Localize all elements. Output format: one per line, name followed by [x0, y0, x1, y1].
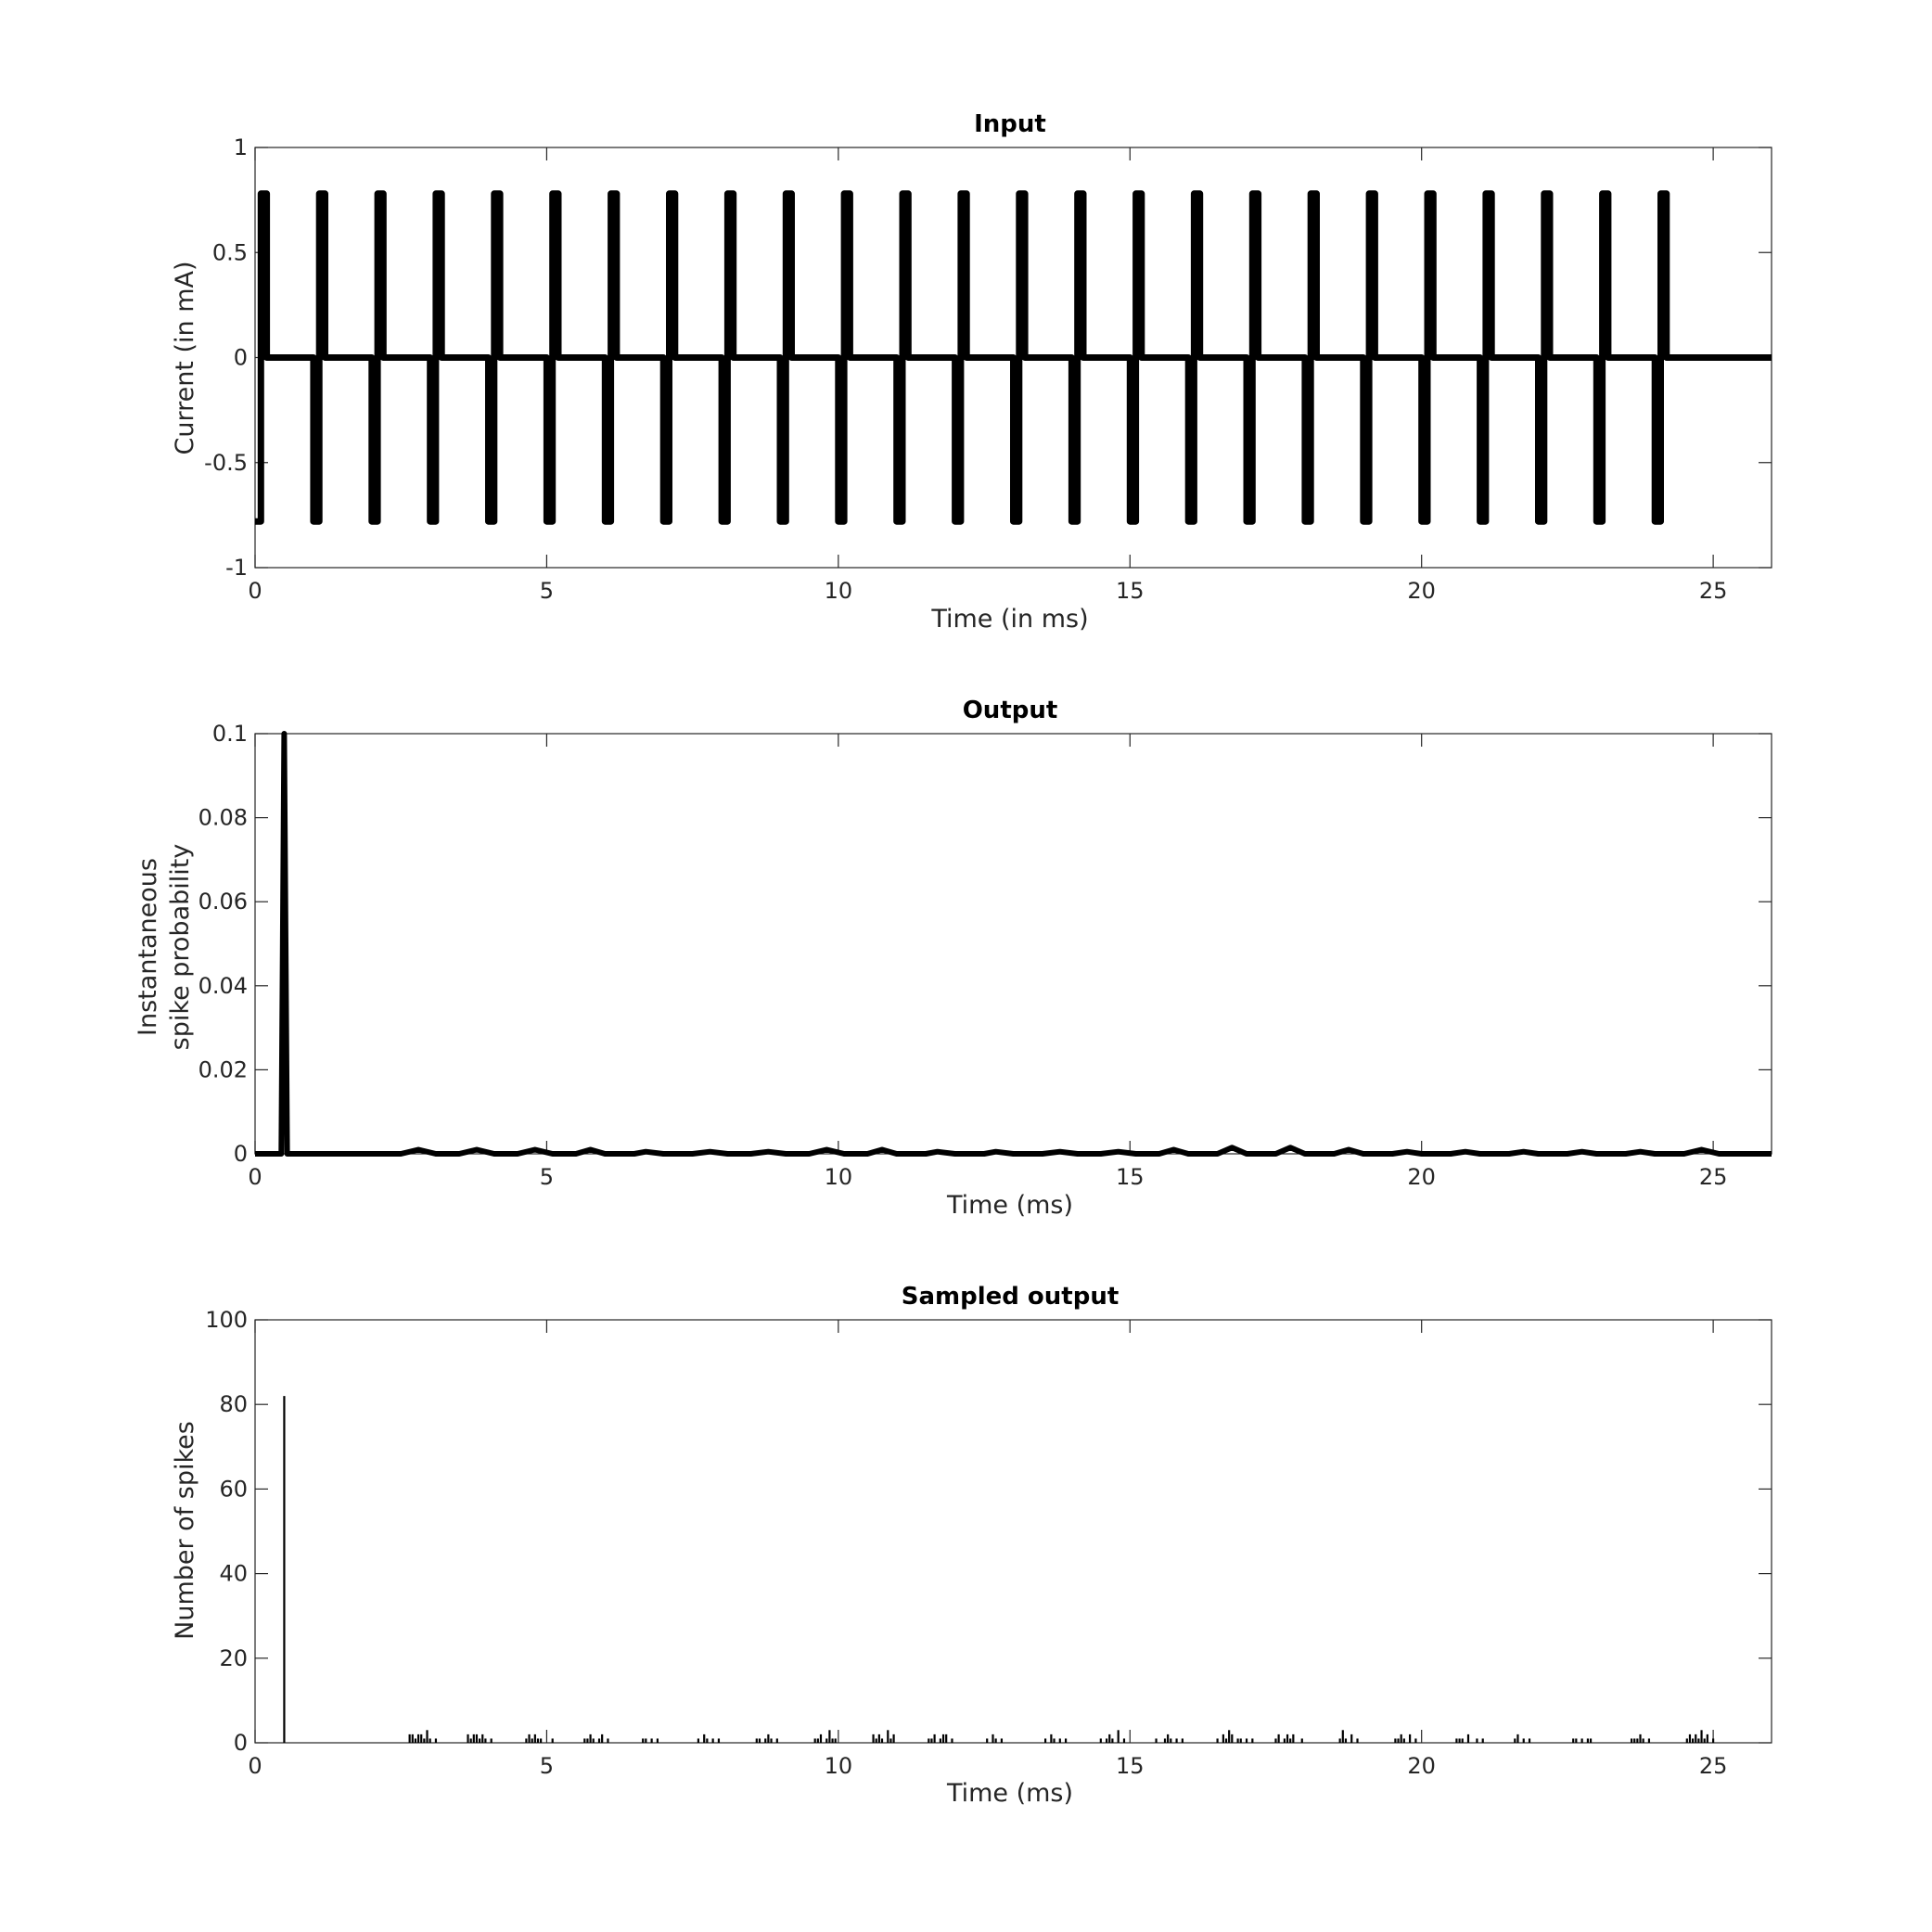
y-tick-label: 1 — [233, 134, 248, 160]
y-tick-label: 0 — [233, 1141, 248, 1167]
x-tick-label: 0 — [248, 1164, 262, 1190]
x-tick-label: 25 — [1698, 1164, 1728, 1190]
y-tick-label: 80 — [219, 1391, 248, 1418]
y-tick-label: 0.04 — [198, 972, 248, 999]
x-tick-label: 25 — [1698, 578, 1728, 604]
y-tick-label: 0.02 — [198, 1056, 248, 1083]
sampled-output-x-axis-label: Time (ms) — [946, 1779, 1074, 1808]
x-tick-label: 25 — [1698, 1753, 1728, 1779]
x-tick-label: 5 — [539, 1753, 555, 1779]
y-tick-label: 0 — [233, 1730, 248, 1756]
sampled-output-title: Sampled output — [901, 1283, 1120, 1311]
x-tick-label: 5 — [539, 578, 555, 604]
y-tick-label: -1 — [225, 555, 248, 581]
y-tick-label: 100 — [205, 1307, 248, 1333]
input-title: Input — [974, 110, 1046, 138]
input-y-axis-label: Current (in mA) — [171, 261, 199, 455]
y-tick-label: 0.08 — [198, 804, 248, 831]
y-tick-label: 0.5 — [211, 239, 248, 266]
x-tick-label: 0 — [248, 578, 262, 604]
x-tick-label: 15 — [1115, 1164, 1145, 1190]
x-tick-label: 20 — [1407, 578, 1436, 604]
sampled-output-y-axis-label: Number of spikes — [171, 1421, 199, 1640]
x-tick-label: 20 — [1407, 1164, 1436, 1190]
output-x-axis-label: Time (ms) — [946, 1191, 1074, 1220]
output-y-axis-label-line-2: spike probability — [166, 843, 195, 1051]
x-tick-label: 10 — [824, 1753, 853, 1779]
x-tick-label: 20 — [1407, 1753, 1436, 1779]
y-tick-label: 0 — [233, 344, 248, 371]
output-title: Output — [962, 697, 1058, 724]
y-tick-label: -0.5 — [204, 449, 248, 476]
y-tick-label: 0.06 — [198, 889, 248, 915]
input-x-axis-label: Time (in ms) — [931, 605, 1089, 633]
output-y-axis-label-line-1: Instantaneous — [134, 858, 162, 1036]
x-tick-label: 10 — [824, 578, 853, 604]
x-tick-label: 5 — [539, 1164, 555, 1190]
x-tick-label: 15 — [1115, 578, 1145, 604]
x-tick-label: 15 — [1115, 1753, 1145, 1779]
y-tick-label: 20 — [219, 1644, 248, 1671]
x-tick-label: 0 — [248, 1753, 262, 1779]
y-tick-label: 0.1 — [211, 721, 248, 747]
x-tick-label: 10 — [824, 1164, 853, 1190]
y-tick-label: 40 — [219, 1560, 248, 1587]
y-tick-label: 60 — [219, 1476, 248, 1503]
